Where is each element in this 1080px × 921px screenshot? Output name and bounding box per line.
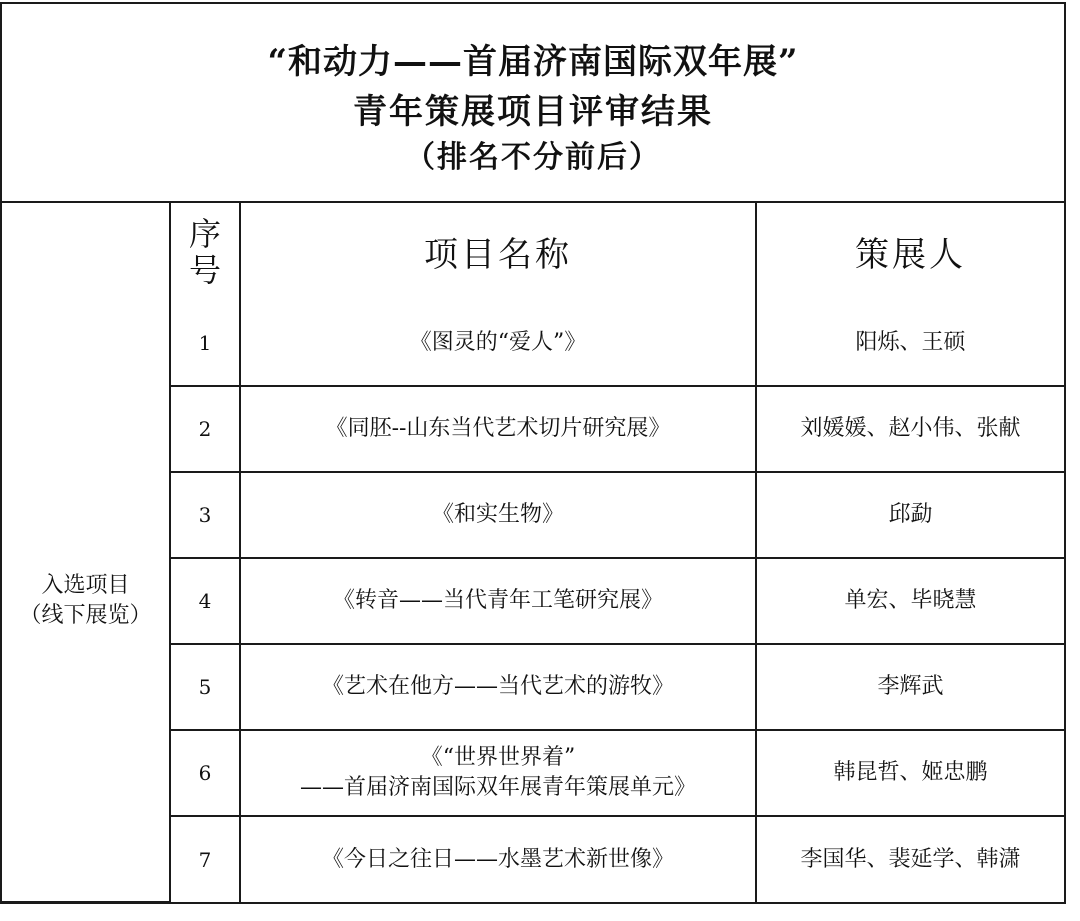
title-block bbox=[2, 4, 1064, 203]
project-name-line: 《“世界世界着” bbox=[420, 745, 576, 770]
row-curators: 刘媛媛、赵小伟、张献 bbox=[756, 386, 1064, 472]
row-project-name bbox=[240, 558, 756, 644]
header-project-name: 项目名称 bbox=[240, 203, 756, 300]
row-curators: 邱勐 bbox=[756, 472, 1064, 558]
header-seq-char-1: 序 bbox=[188, 214, 221, 253]
row-seq: 3 bbox=[170, 472, 240, 558]
row-seq: 7 bbox=[170, 816, 240, 902]
header-seq-char-2: 号 bbox=[188, 250, 221, 289]
table-header-row bbox=[2, 203, 1064, 300]
row-curators: 单宏、毕晓慧 bbox=[756, 558, 1064, 644]
row-seq: 1 bbox=[170, 300, 240, 386]
project-name-line: ——首届济南国际双年展青年策展单元》 bbox=[299, 775, 696, 800]
document-subtitle: 青年策展项目评审结果 bbox=[353, 92, 713, 132]
project-name-line: 《艺术在他方——当代艺术的游牧》 bbox=[321, 674, 674, 699]
project-name-line: 《同胚--山东当代艺术切片研究展》 bbox=[325, 416, 671, 441]
header-blank-cell bbox=[2, 203, 170, 300]
document-title: “和动力——首届济南国际双年展” bbox=[267, 42, 799, 82]
header-seq bbox=[170, 203, 240, 300]
row-curators: 韩昆哲、姬忠鹏 bbox=[756, 730, 1064, 816]
project-name-line: 《和实生物》 bbox=[431, 502, 564, 527]
row-curators: 李国华、裴延学、韩潇 bbox=[756, 816, 1064, 902]
row-seq: 2 bbox=[170, 386, 240, 472]
row-seq: 4 bbox=[170, 558, 240, 644]
row-project-name bbox=[240, 644, 756, 730]
row-curators: 李辉武 bbox=[756, 644, 1064, 730]
row-seq: 6 bbox=[170, 730, 240, 816]
project-name-line: 《图灵的“爱人”》 bbox=[409, 329, 587, 355]
results-document bbox=[0, 2, 1066, 904]
row-project-name bbox=[240, 816, 756, 902]
group-label bbox=[2, 300, 170, 902]
header-curator: 策展人 bbox=[756, 203, 1064, 300]
group-label-line2: （线下展览） bbox=[19, 602, 152, 628]
row-project-name bbox=[240, 386, 756, 472]
project-name-line: 《转音——当代青年工笔研究展》 bbox=[332, 588, 663, 613]
row-project-name bbox=[240, 730, 756, 816]
row-project-name bbox=[240, 472, 756, 558]
row-curators: 阳烁、王硕 bbox=[756, 300, 1064, 386]
table-row bbox=[2, 300, 1064, 386]
results-table bbox=[2, 203, 1064, 903]
row-seq: 5 bbox=[170, 644, 240, 730]
group-label-line1: 入选项目 bbox=[41, 572, 130, 598]
project-name-line: 《今日之往日——水墨艺术新世像》 bbox=[321, 846, 674, 872]
row-project-name bbox=[240, 300, 756, 386]
ranking-note: （排名不分前后） bbox=[405, 140, 661, 175]
